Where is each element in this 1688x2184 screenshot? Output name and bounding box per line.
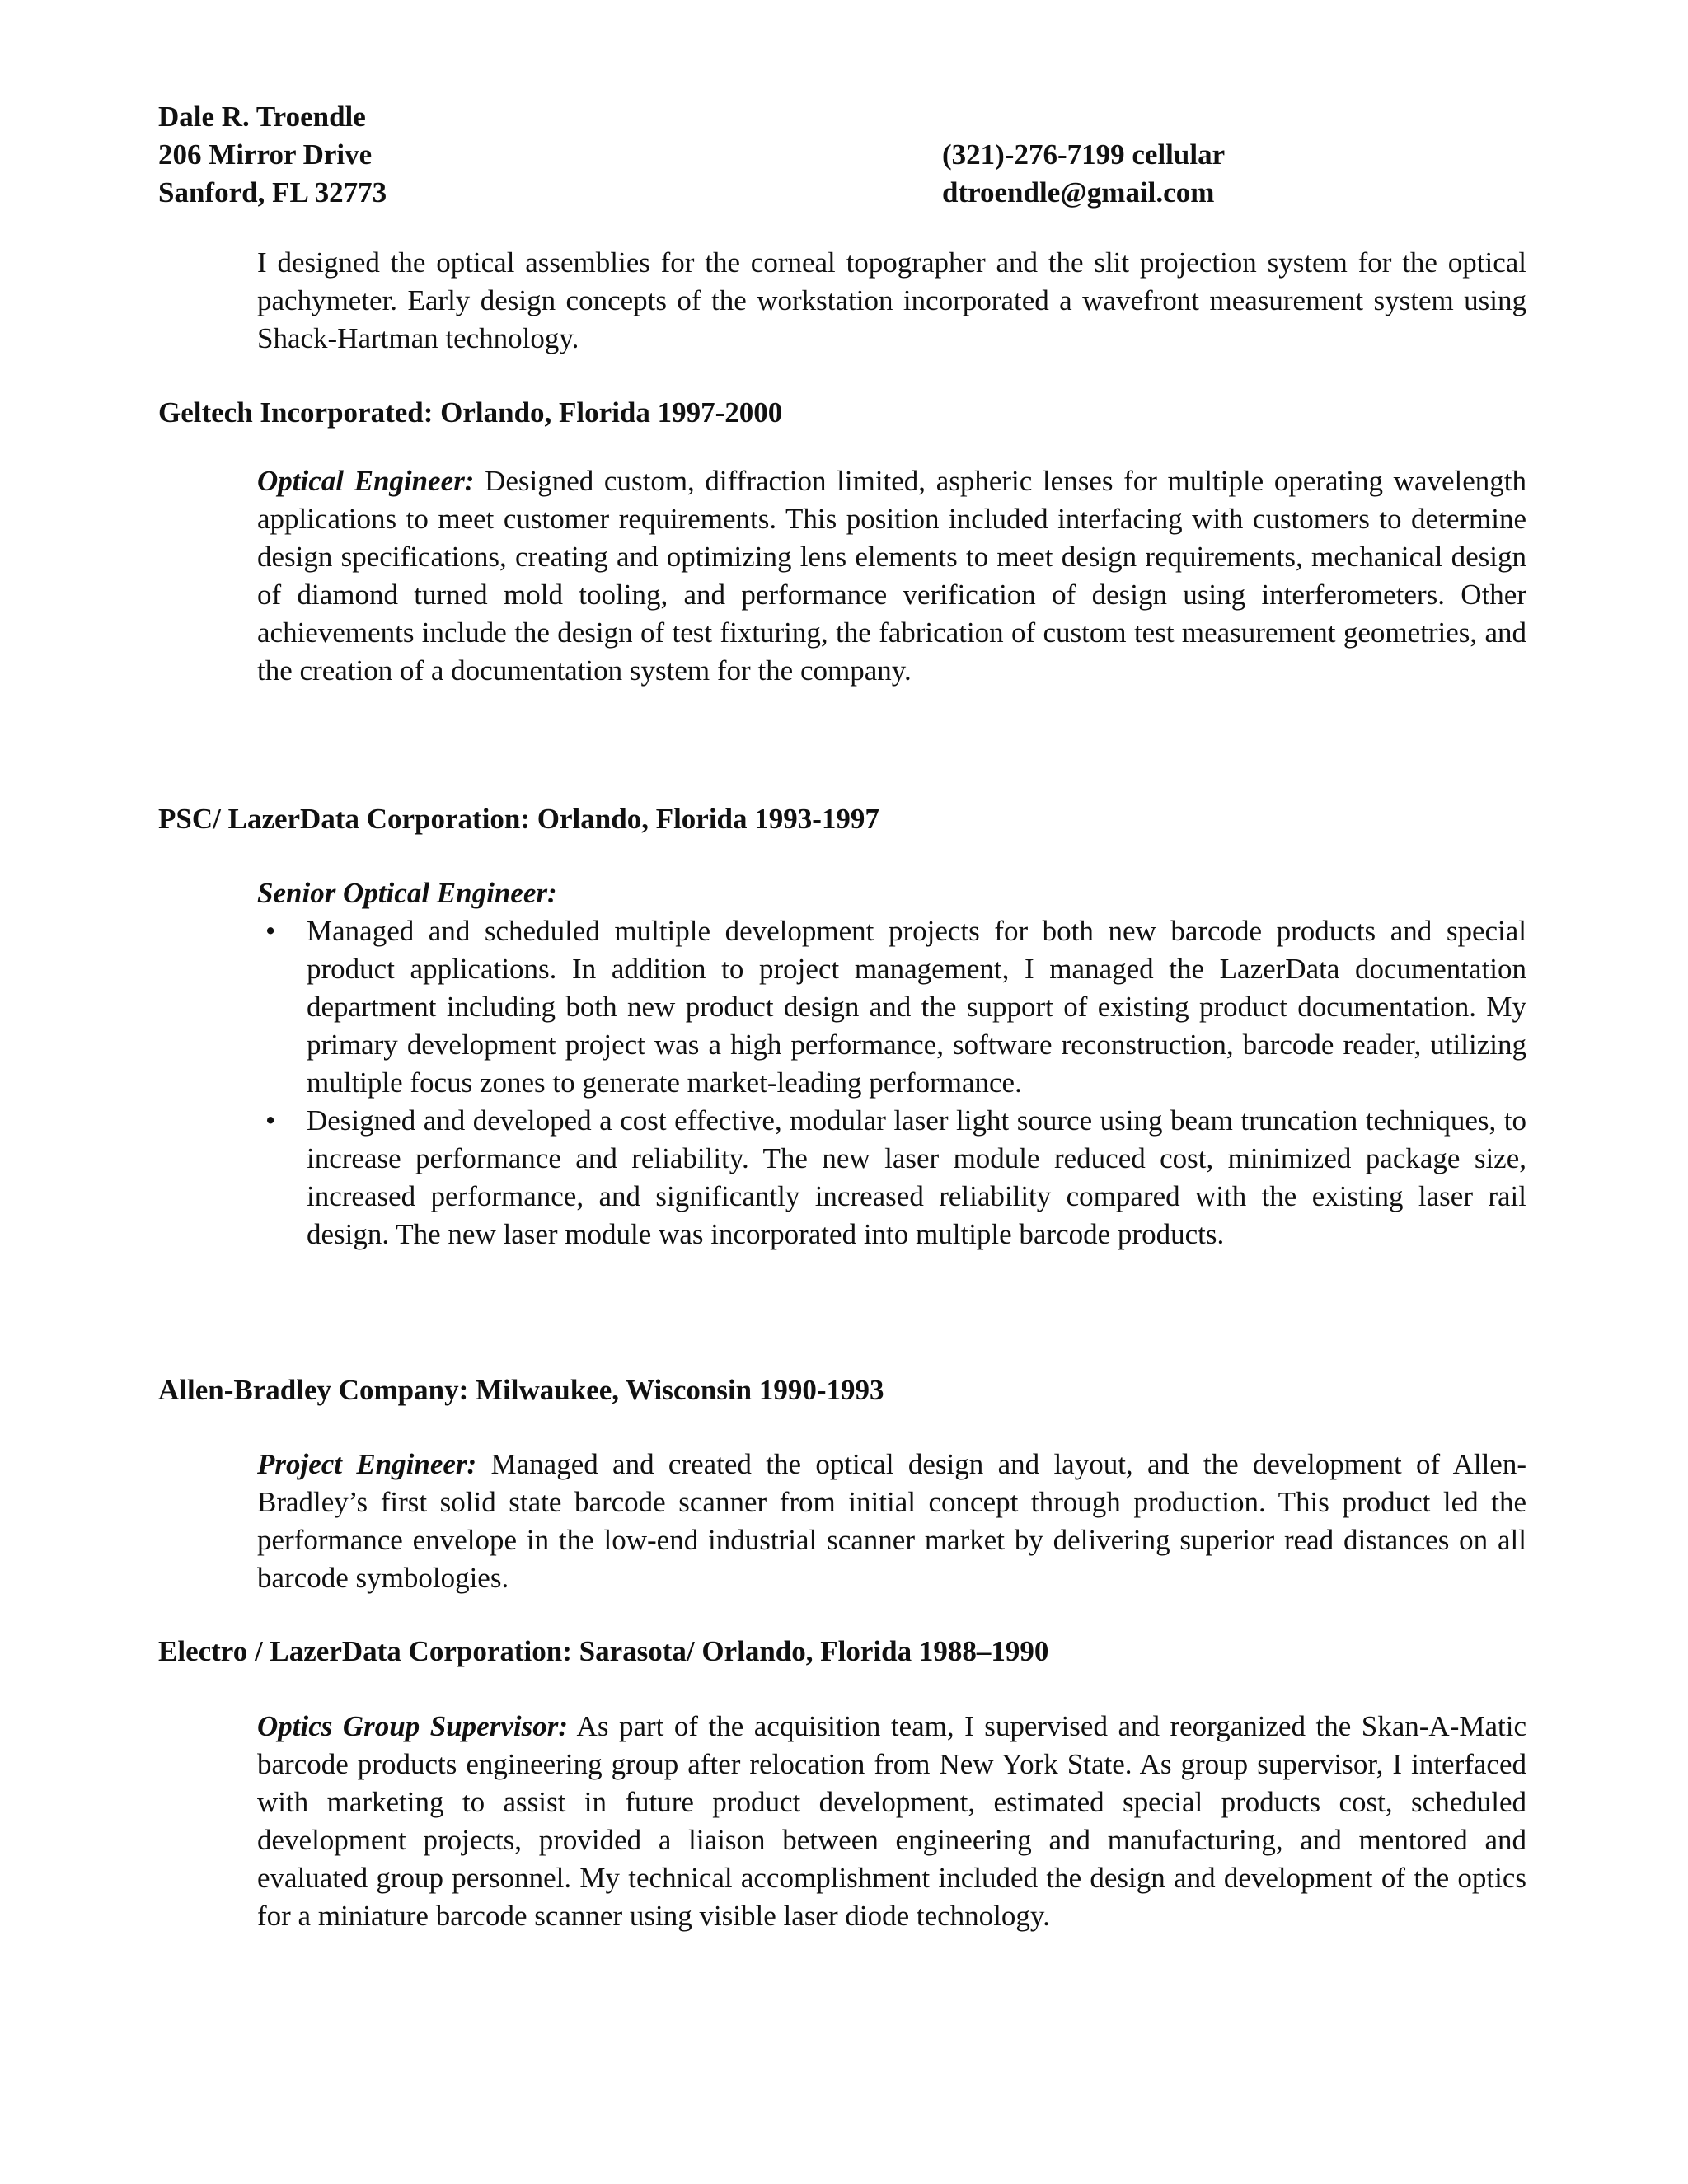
contact-city: Sanford, FL 32773 bbox=[158, 176, 387, 209]
contact-street: 206 Mirror Drive bbox=[158, 138, 373, 171]
job-heading-allen-bradley: Allen-Bradley Company: Milwaukee, Wisconsin 1990-1993 bbox=[158, 1374, 884, 1406]
list-item bbox=[257, 1102, 1526, 1254]
contact-email[interactable]: dtroendle@gmail.com bbox=[942, 176, 1215, 209]
job-role-electro: Optics Group Supervisor: bbox=[257, 1710, 568, 1742]
list-item bbox=[257, 912, 1526, 1102]
job-heading-electro: Electro / LazerData Corporation: Sarasota/ Orlando, Florida 1988–1990 bbox=[158, 1635, 1049, 1667]
bullet-icon: • bbox=[265, 1104, 276, 1137]
job-text-allen-bradley: Managed and created the optical design and layout, and the development of Allen-Bradley’s first solid state barcode scanner from initial concept through production. This product led the performance envelope in the low-end industrial scanner market by delivering superior read distances on all barcode symbologies. bbox=[257, 1448, 1526, 1594]
bullet-text: Managed and scheduled multiple development projects for both new barcode products and special product applications. In addition to project management, I managed the LazerData documentation department including both new product design and the support of existing product documentation. My primary development project was a high performance, software reconstruction, barcode reader, utilizing multiple focus zones to generate market-leading performance. bbox=[307, 915, 1526, 1099]
job-description-allen-bradley bbox=[257, 1446, 1526, 1597]
contact-name: Dale R. Troendle bbox=[158, 101, 366, 133]
job-text-geltech: Designed custom, diffraction limited, aspheric lenses for multiple operating wavelength applications to meet customer requirements. This position included interfacing with customers to determine design specifications, creating and optimizing lens elements to meet design requirements, mechanical design of diamond turned mold tooling, and performance verification of design using interferometers. Other achievements include the design of test fixturing, the fabrication of custom test measurement geometries, and the creation of a documentation system for the company. bbox=[257, 465, 1526, 687]
job-role-psc: Senior Optical Engineer: bbox=[257, 877, 557, 909]
job-description-geltech bbox=[257, 462, 1526, 690]
job-description-electro bbox=[257, 1708, 1526, 1935]
job-text-electro: As part of the acquisition team, I supervised and reorganized the Skan-A-Matic barcode products engineering group after relocation from New York State. As group supervisor, I interfaced with marketing to assist in future product development, estimated special products cost, scheduled development projects, provided a liaison between engineering and manufacturing, and mentored and evaluated group personnel. My technical accomplishment included the design and development of the optics for a miniature barcode scanner using visible laser diode technology. bbox=[257, 1710, 1526, 1932]
job-role-allen-bradley: Project Engineer: bbox=[257, 1448, 477, 1480]
contact-phone: (321)-276-7199 cellular bbox=[942, 138, 1226, 171]
bullet-list-psc bbox=[257, 912, 1526, 1254]
intro-paragraph: I designed the optical assemblies for the corneal topographer and the slit projection system for the optical pachymeter. Early design concepts of the workstation incorporated a wavefront measurement system using Shack-Hartman technology. bbox=[257, 246, 1526, 354]
job-role-geltech: Optical Engineer: bbox=[257, 465, 475, 497]
bullet-text: Designed and developed a cost effective, modular laser light source using beam truncation techniques, to increase performance and reliability. The new laser module reduced cost, minimized package size, increased performance, and significantly increased reliability compared with the existing laser rail design. The new laser module was incorporated into multiple barcode products. bbox=[307, 1104, 1526, 1250]
bullet-icon: • bbox=[265, 915, 276, 947]
job-heading-psc: PSC/ LazerData Corporation: Orlando, Florida 1993-1997 bbox=[158, 803, 879, 835]
job-heading-geltech: Geltech Incorporated: Orlando, Florida 1997-2000 bbox=[158, 396, 783, 429]
